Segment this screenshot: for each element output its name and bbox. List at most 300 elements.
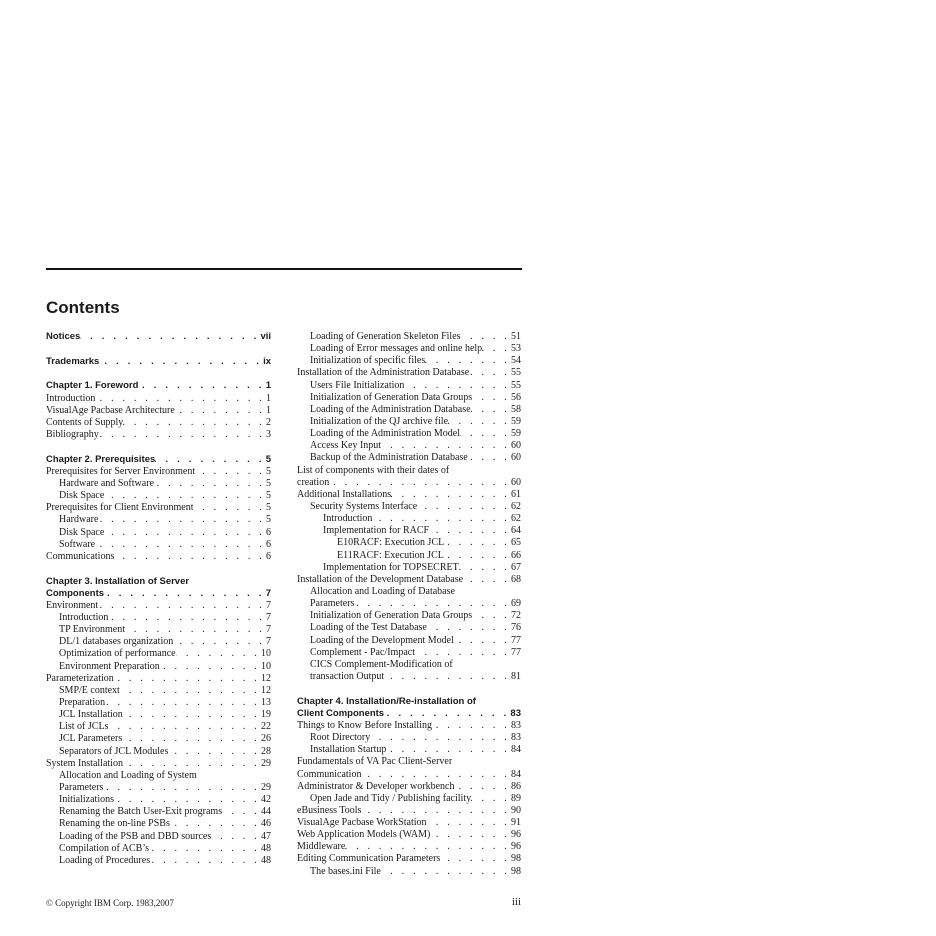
dot-leader [114,551,266,563]
toc-entry-title: Initialization of Generation Data Groups [310,391,473,403]
toc-page-number: 1 [266,392,271,404]
dot-leader [444,550,511,562]
toc-entry[interactable] [46,417,271,429]
toc-entry[interactable] [46,782,271,794]
dot-leader [454,635,511,647]
dot-leader [108,721,261,733]
toc-entry[interactable] [297,331,521,343]
dot-leader [99,429,266,441]
toc-entry[interactable] [46,648,271,660]
toc-entry-title: Loading of the Test Database [310,622,427,634]
toc-page-number: 5 [266,465,271,477]
toc-entry[interactable] [297,392,521,404]
dot-leader [471,793,511,805]
toc-chapter-entry[interactable] [46,331,271,343]
toc-entry-title: Parameterization [46,672,114,684]
toc-entry-title: Implementation for RACF [323,525,430,537]
toc-entry[interactable] [46,721,271,733]
toc-page-number: 91 [511,817,521,829]
dot-leader [468,452,511,464]
toc-entry[interactable] [297,513,521,525]
toc-entry[interactable] [46,661,271,673]
toc-entry-title: VisualAge Pacbase Architecture [46,404,175,416]
page-title: Contents [46,298,120,317]
toc-page-number: 55 [511,379,521,391]
toc-page-number: 7 [266,636,271,648]
toc-page-number: 46 [261,818,271,830]
toc-entry-title: Backup of the Administration Database [310,452,468,464]
dot-leader [472,610,511,622]
dot-leader [429,525,511,537]
toc-page-number: 2 [266,416,271,428]
toc-page-number: 65 [511,537,521,549]
toc-page-number: 77 [511,634,521,646]
toc-chapter-entry[interactable] [46,588,271,600]
toc-entry-title: Root Directory [310,732,371,744]
dot-leader [384,671,511,683]
dot-leader [222,806,261,818]
toc-entry-title: Separators of JCL Modules [59,745,169,757]
toc-entry[interactable] [297,367,521,379]
dot-leader [95,393,266,405]
toc-entry[interactable] [46,527,271,539]
toc-page-number: vii [260,331,271,342]
toc-entry[interactable] [297,477,521,489]
toc-entry-title: Loading of the PSB and DBD sources [59,830,212,842]
toc-entry[interactable] [46,600,271,612]
toc-page-number: 60 [511,440,521,452]
toc-page-number: 55 [511,367,521,379]
toc-entry[interactable] [46,685,271,697]
dot-leader [472,392,511,404]
toc-entry[interactable] [46,405,271,417]
toc-entry-title: Editing Communication Parameters [297,853,441,865]
dot-leader [391,489,511,501]
toc-page-number: 12 [261,672,271,684]
toc-entry[interactable] [297,817,521,829]
dot-leader [123,709,261,721]
toc-entry[interactable] [297,428,521,440]
toc-entry-title: Loading of Generation Skeleton Files [310,331,461,342]
toc-entry[interactable] [46,733,271,745]
toc-entry[interactable] [297,781,521,793]
toc-page-number: 6 [266,550,271,562]
toc-entry[interactable] [297,610,521,622]
toc-entry-title: Chapter 3. Installation of Server [46,575,190,587]
toc-page-number: 42 [261,794,271,806]
toc-page-number: 7 [266,624,271,636]
toc-page-number: 68 [511,573,521,585]
toc-entry-title: TP Environment [59,624,126,636]
toc-entry-title: Additional Installations [297,488,392,500]
dot-leader [427,622,511,634]
dot-leader [370,732,511,744]
toc-page-number: 77 [511,646,521,658]
toc-page-number: 62 [511,513,521,525]
toc-page-number: 54 [511,355,521,367]
dot-leader [482,343,511,355]
dot-leader [211,831,261,843]
toc-entry-title: Implementation for TOPSECRET [323,561,459,573]
toc-entry-title: Open Jade and Tidy / Publishing facility [310,792,472,804]
toc-entry[interactable] [297,355,521,367]
toc-page-number: 83 [510,707,521,719]
toc-entry[interactable] [297,586,521,598]
toc-entry-title: Chapter 4. Installation/Re-installation of [297,695,476,707]
toc-entry-title: Hardware [59,514,99,526]
toc-page-number: 1 [266,404,271,416]
toc-entry-title: Introduction [323,513,373,525]
toc-entry-title: Disk Space [59,526,105,538]
dot-leader [114,673,261,685]
toc-entry-title: Allocation and Loading of Database [310,585,455,597]
dot-leader [193,502,266,514]
dot-leader [125,624,266,636]
toc-entry-title: VisualAge Pacbase WorkStation [297,817,427,829]
toc-entry[interactable] [46,831,271,843]
toc-entry[interactable] [297,574,521,586]
toc-entry-title: Initialization of specific files [310,355,426,367]
toc-entry-title: DL/1 databases organization [59,636,174,648]
dot-leader [154,478,266,490]
dot-leader [381,440,511,452]
toc-entry[interactable] [46,697,271,709]
toc-entry[interactable] [297,635,521,647]
dot-leader [461,331,511,343]
toc-entry-title: E11RACF: Execution JCL [337,549,444,561]
copyright-notice: © Copyright IBM Corp. 1983,2007 [46,898,174,908]
toc-chapter-entry[interactable] [46,576,271,588]
toc-page-number: 58 [511,403,521,415]
toc-entry[interactable] [297,404,521,416]
toc-entry[interactable] [46,466,271,478]
toc-entry[interactable] [297,537,521,549]
toc-entry-title: Installation Startup [310,744,387,756]
toc-page-number: 7 [266,612,271,624]
toc-page-number: 51 [511,331,521,342]
dot-leader [425,355,511,367]
toc-entry[interactable] [46,502,271,514]
dot-leader [454,781,511,793]
toc-page-number: 84 [511,744,521,756]
toc-page-number: 98 [511,853,521,865]
toc-entry-title: Introduction [59,612,109,624]
dot-leader [329,477,511,489]
toc-entry[interactable] [46,818,271,830]
toc-entry-title: Parameters [59,782,104,793]
toc-page-number: 6 [266,526,271,538]
toc-page-number: 10 [261,660,271,672]
toc-page-number: 60 [511,476,521,488]
dot-leader [432,720,511,732]
toc-page-number: 5 [266,502,271,514]
toc-page-number: 98 [511,865,521,877]
toc-page-number: 44 [261,806,271,818]
toc-right-column [297,331,521,878]
toc-entry[interactable] [297,671,521,683]
toc-entry[interactable] [46,758,271,770]
toc-page-number: 5 [266,490,271,502]
dot-leader [176,648,261,660]
toc-entry[interactable] [297,854,521,866]
toc-entry[interactable] [297,489,521,501]
toc-entry-title: Loading of the Administration Database [310,403,471,415]
toc-entry-title: Initialization of Generation Data Groups [310,610,473,622]
dot-leader [404,380,511,392]
dot-leader [104,527,266,539]
toc-entry[interactable] [297,343,521,355]
dot-leader [415,647,511,659]
dot-leader [173,636,266,648]
toc-page-number: 48 [261,854,271,866]
toc-entry[interactable] [297,598,521,610]
toc-entry[interactable] [46,746,271,758]
toc-entry[interactable] [297,452,521,464]
toc-entry-title: Loading of the Development Model [310,634,454,646]
dot-leader [103,782,261,794]
dot-leader [469,367,511,379]
toc-spacer [46,441,271,454]
dot-leader [471,404,511,416]
dot-leader [430,829,511,841]
toc-page-number: 7 [266,599,271,611]
toc-entry-title: Hardware and Software [59,478,154,490]
toc-page-number: 59 [511,415,521,427]
toc-entry-title: Communication [297,768,362,780]
dot-leader [99,356,263,368]
dot-leader [459,562,511,574]
toc-page-number: 53 [511,343,521,355]
dot-leader [104,490,266,502]
toc-left-column [46,331,271,867]
toc-entry[interactable] [297,866,521,878]
toc-entry-title: Users File Initialization [310,379,405,391]
toc-entry[interactable] [46,673,271,685]
toc-entry-title: Fundamentals of VA Pac Client-Server [297,756,453,768]
toc-entry-title: Chapter 2. Prerequisites [46,453,156,465]
toc-entry-title: Things to Know Before Installing [297,719,432,731]
toc-spacer [46,343,271,356]
toc-entry[interactable] [297,793,521,805]
toc-page-number: 56 [511,391,521,403]
toc-entry-title: Loading of Error messages and online help [310,343,483,355]
toc-entry-title: Allocation and Loading of System [59,769,197,781]
toc-entry-title: Prerequisites for Server Environment [46,465,196,477]
toc-entry-title: Loading of the Administration Model [310,428,460,440]
toc-entry-title: transaction Output [310,670,385,682]
dot-leader [98,514,266,526]
toc-page-number: 72 [511,610,521,622]
toc-page-number: 66 [511,549,521,561]
toc-entry[interactable] [297,829,521,841]
toc-entry-title: Renaming the Batch User-Exit programs [59,806,223,818]
toc-page-number: 13 [261,697,271,709]
toc-chapter-entry[interactable] [297,696,521,708]
toc-page-number: 62 [511,500,521,512]
dot-leader [440,854,511,866]
toc-entry-title: Renaming the on-line PSBs [59,818,170,830]
toc-page-number: 5 [266,514,271,526]
toc-entry[interactable] [297,440,521,452]
toc-entry-title: Compilation of ACB’s [59,842,150,854]
toc-entry[interactable] [46,490,271,502]
dot-leader [95,539,266,551]
toc-page-number: 29 [261,782,271,793]
toc-entry[interactable] [46,709,271,721]
dot-leader [170,818,261,830]
toc-spacer [46,563,271,576]
toc-entry-title: JCL Installation [59,709,123,721]
dot-leader [175,405,266,417]
toc-entry-title: eBusiness Tools [297,804,362,816]
toc-entry[interactable] [297,622,521,634]
dot-leader [417,501,511,513]
dot-leader [150,855,261,867]
toc-page-number: 5 [265,453,271,465]
toc-chapter-entry[interactable] [46,356,271,368]
toc-entry[interactable] [297,841,521,853]
toc-page-number: 48 [261,842,271,854]
toc-entry-title: Environment [46,599,99,611]
toc-entry[interactable] [297,465,521,477]
toc-entry-title: Loading of Procedures [59,854,151,866]
dot-leader [448,416,511,428]
toc-entry[interactable] [297,550,521,562]
toc-page-number: 69 [511,598,521,610]
toc-entry-title: Preparation [59,697,106,709]
toc-entry-title: Optimization of performance [59,648,176,660]
toc-entry-title: List of JCLs [59,721,109,733]
toc-entry-title: System Installation [46,757,123,769]
toc-entry[interactable] [46,855,271,867]
toc-entry[interactable] [297,769,521,781]
toc-page-number: 61 [511,488,521,500]
toc-page-number: 10 [261,648,271,660]
toc-entry[interactable] [297,416,521,428]
toc-entry-title: Components [46,587,105,599]
toc-entry-title: Initializations [59,794,114,806]
toc-entry-title: Web Application Models (WAM) [297,829,431,841]
toc-entry-title: Environment Preparation [59,660,160,672]
toc-page-number: 84 [511,768,521,780]
toc-entry[interactable] [46,612,271,624]
toc-entry[interactable] [46,806,271,818]
dot-leader [427,817,512,829]
toc-entry-title: Client Components [297,707,385,719]
toc-page-number: 1 [265,380,271,392]
toc-entry[interactable] [297,525,521,537]
toc-page-number: 67 [511,561,521,573]
dot-leader [381,866,511,878]
toc-entry-title: Security Systems Interface [310,500,418,512]
toc-entry[interactable] [297,501,521,513]
toc-entry-title: Administrator & Developer workbench [297,780,455,792]
toc-entry-title: Communications [46,550,115,562]
dot-leader [155,454,265,466]
dot-leader [361,769,511,781]
toc-entry-title: CICS Complement-Modification of [310,658,453,670]
toc-entry[interactable] [297,756,521,768]
toc-entry[interactable] [46,843,271,855]
toc-entry-title: Contents of Supply [46,416,124,428]
toc-page-number: 89 [511,792,521,804]
dot-leader [105,697,261,709]
dot-leader [386,744,511,756]
toc-entry[interactable] [297,659,521,671]
dot-leader [80,331,260,343]
toc-page-number: 6 [266,538,271,550]
toc-page-number: 7 [265,587,271,599]
toc-page-number: 5 [266,478,271,490]
toc-entry-title: Complement - Pac/Impact [310,646,415,658]
toc-entry[interactable] [46,393,271,405]
toc-entry[interactable] [46,429,271,441]
toc-chapter-entry[interactable] [46,380,271,392]
toc-page-number: 47 [261,830,271,842]
toc-entry-title: SMP/E context [59,684,120,696]
toc-page-number: 29 [261,757,271,769]
header-rule [46,268,522,270]
toc-entry[interactable] [46,551,271,563]
toc-entry-title: Access Key Input [310,440,382,452]
toc-entry-title: Installation of the Administration Database [297,367,470,379]
dot-leader [384,708,510,720]
dot-leader [444,537,511,549]
toc-page-number: 3 [266,429,271,441]
toc-entry[interactable] [297,562,521,574]
dot-leader [114,794,261,806]
toc-entry[interactable] [297,647,521,659]
toc-chapter-entry[interactable] [297,708,521,720]
toc-entry[interactable] [46,636,271,648]
toc-entry[interactable] [46,514,271,526]
toc-entry-title: Prerequisites for Client Environment [46,502,194,514]
toc-entry-title: List of components with their dates of [297,464,450,476]
toc-entry[interactable] [297,720,521,732]
toc-entry[interactable] [297,805,521,817]
toc-entry[interactable] [46,478,271,490]
toc-entry[interactable] [297,744,521,756]
toc-entry-title: Parameters [310,598,355,610]
toc-page-number: 19 [261,709,271,721]
toc-entry[interactable] [46,539,271,551]
toc-page-number: 86 [511,780,521,792]
toc-entry[interactable] [46,624,271,636]
dot-leader [123,417,266,429]
toc-entry-title: E10RACF: Execution JCL [337,537,445,549]
toc-entry-title: Chapter 1. Foreword [46,380,139,392]
toc-page-number: 22 [261,721,271,733]
toc-entry-title: JCL Parameters [59,733,123,745]
toc-entry[interactable] [46,770,271,782]
toc-page-number: 60 [511,452,521,464]
dot-leader [168,746,261,758]
toc-page-number: 90 [511,804,521,816]
dot-leader [345,841,511,853]
toc-entry[interactable] [46,794,271,806]
toc-chapter-entry[interactable] [46,454,271,466]
toc-entry-title: Trademarks [46,355,100,367]
toc-page-number: 26 [261,733,271,745]
toc-entry[interactable] [297,380,521,392]
dot-leader [354,598,511,610]
toc-page-number: ix [263,355,271,367]
dot-leader [149,843,261,855]
toc-entry[interactable] [297,732,521,744]
toc-page-number: 81 [511,670,521,682]
dot-leader [160,661,261,673]
dot-leader [122,733,261,745]
